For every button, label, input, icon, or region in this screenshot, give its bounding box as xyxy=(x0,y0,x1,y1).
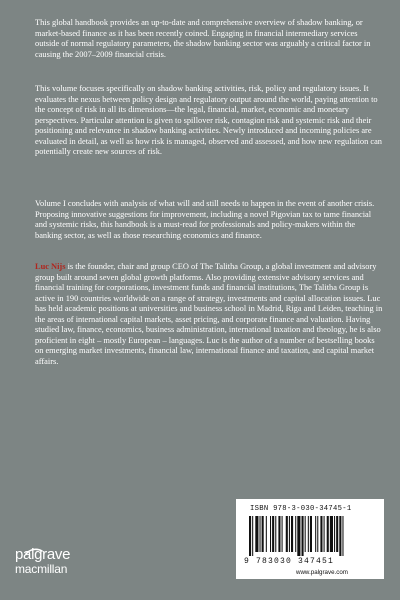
description-paragraph-2: This volume focuses specifically on shadow banking activities, risk, policy and regulatory issues. It evaluates the nexus between policy design and regulatory output around the world, paying attention to the concept of risk in all its dimensions—the legal, financial, market, economic and monetary perspectives. Particular attention is given to spillover risk, contagion risk and systemic risk and their positioning and relevance in shadow banking activities. Newly introduced and incoming policies are evaluated in detail, as well as how risk is managed, observed and assessed, and how new regulation can potentially create new sources of risk. xyxy=(35,84,382,156)
publisher-name-line1: palgrave xyxy=(15,546,71,563)
author-bio xyxy=(35,262,383,367)
barcode-digits: 9 783030 347451 xyxy=(244,557,335,566)
barcode-image xyxy=(248,516,372,556)
publisher-logo xyxy=(15,547,70,576)
palgrave-swirl-icon xyxy=(25,548,43,556)
isbn-label: ISBN 978-3-030-34745-1 xyxy=(250,505,352,513)
publisher-url: www.palgrave.com xyxy=(296,569,348,576)
author-bio-text: is the founder, chair and group CEO of The Talitha Group, a global investment and advisory group built around seven global growth platforms. Also providing extensive advisory services and financial training for corporations, investment funds and financial institutions, The Talitha Group is active in 190 countries worldwide on a range of strategy, investments and capital allocation issues. Luc has held academic positions at universities and business school in Madrid, Riga and Leiden, teaching in the areas of international capital markets, asset pricing, and corporate finance and valuation. Having studied law, finance, economics, business administration, international taxation and theology, he is also proficient in eight – mostly European – languages. Luc is the author of a number of bestselling books on emerging market investments, financial law, international finance and taxation, and capital market affairs. xyxy=(35,262,383,366)
description-paragraph-3: Volume I concludes with analysis of what will and still needs to happen in the event of another crisis. Proposing innovative suggestions for improvement, including a novel Pigovian tax to tame financial and systemic risks, this handbook is a must-read for professionals and policy-makers within the banking sector, as well as those researching economics and finance. xyxy=(35,199,375,240)
author-name: Luc Nijs xyxy=(35,262,66,271)
description-paragraph-1: This global handbook provides an up-to-date and comprehensive overview of shadow banking, or market-based finance as it has been recently coined. Engaging in financial intermediary services outside of normal regulatory parameters, the shadow banking sector was arguably a critical factor in causing the 2007–2009 financial crisis. xyxy=(35,18,371,59)
publisher-name-line2: macmillan xyxy=(15,562,68,576)
barcode-box xyxy=(236,499,384,579)
